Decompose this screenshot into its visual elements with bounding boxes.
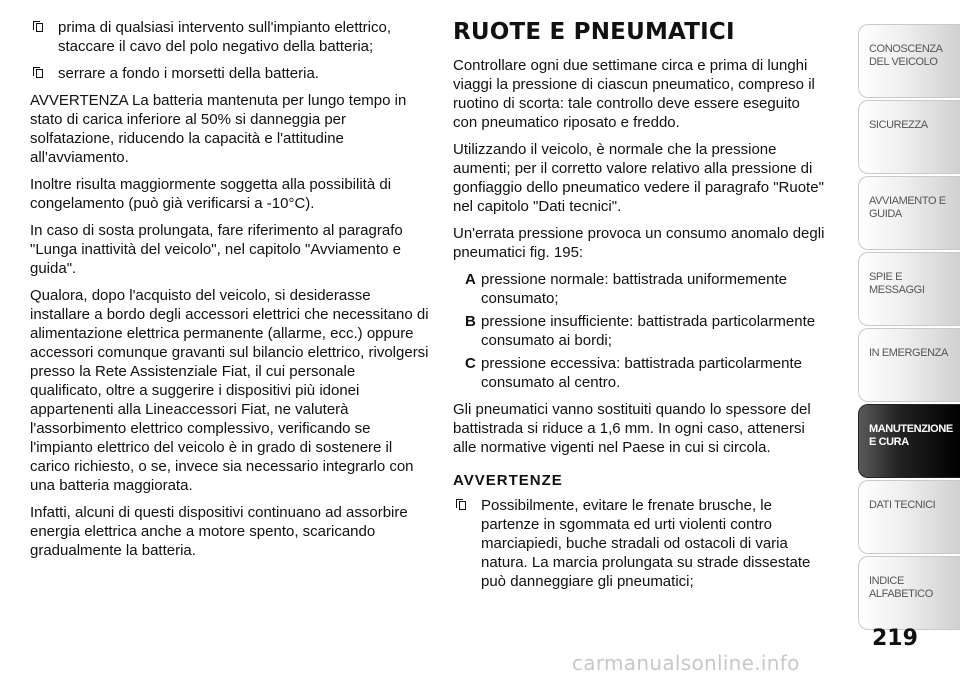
left-column — [30, 18, 430, 568]
checkbox-bullet-icon — [36, 23, 43, 32]
paragraph: Gli pneumatici vanno sostituiti quando lo spessore del battistrada si riduce a 1,6 mm. In ogni caso, attenersi alle normative vigenti nel Paese in cui si circola. — [453, 401, 811, 456]
lettered-item: B pressione insufficiente: battistrada particolarmente consumato ai bordi; — [465, 313, 816, 349]
paragraph: In caso di sosta prolungata, fare riferimento al paragrafo "Lunga inattività del veicolo", nel capitolo "Avviamento e guida". — [30, 222, 403, 277]
chapter-tabs — [858, 24, 960, 632]
tab-sicurezza[interactable]: SICUREZZA — [858, 100, 960, 174]
checkbox-bullet-icon — [459, 501, 466, 510]
tab-dati-tecnici[interactable]: DATI TECNICI — [858, 480, 960, 554]
paragraph: Utilizzando il veicolo, è normale che la pressione aumenti; per il corretto valore relativo alla pressione di gonfiaggio dello pneumatico vedere il paragrafo "Ruote" nel capitolo "Dati tecnici". — [453, 141, 824, 215]
paragraph: Controllare ogni due settimane circa e prima di lunghi viaggi la pressione di ciascun pneumatico, compreso il ruotino di scorta: tale controllo deve essere eseguito con pneumatico riposato e freddo. — [453, 57, 815, 131]
tab-in-emergenza[interactable]: IN EMERGENZA — [858, 328, 960, 402]
tab-spie-e-messaggi[interactable]: SPIE E MESSAGGI — [858, 252, 960, 326]
watermark: carmanualsonline.info — [572, 651, 800, 675]
bullet-item: prima di qualsiasi intervento sull'impianto elettrico, staccare il cavo del polo negativo della batteria; — [30, 18, 430, 56]
warning-title: AVVERTENZE — [453, 472, 563, 489]
lettered-item: C pressione eccessiva: battistrada particolarmente consumato al centro. — [465, 355, 802, 391]
page-number: 219 — [872, 626, 918, 651]
lettered-item: A pressione normale: battistrada uniformemente consumato; — [465, 271, 787, 307]
mid-column — [453, 18, 828, 599]
checkbox-bullet-icon — [36, 69, 43, 78]
bullet-item: Possibilmente, evitare le frenate brusche, le partenze in sgommata ed urti violenti contro marciapiedi, buche stradali od ostacoli di varia natura. La marcia prolungata su strade dissestate può danneggiare gli pneumatici; — [453, 496, 828, 591]
section-title: RUOTE E PNEUMATICI — [453, 19, 735, 45]
paragraph: Qualora, dopo l'acquisto del veicolo, si desiderasse installare a bordo degli accessori elettrici che necessitano di alimentazione elettrica permanente (allarme, ecc.) oppure accessori comunque gravanti sul bilancio elettrico, rivolgersi presso la Rete Assistenziale Fiat, il cui personale qualificato, oltre a suggerire i dispositivi più idonei appartenenti alla Lineaccessori Fiat, ne valuterà l'assorbimento elettrico complessivo, verificando se l'impianto elettrico del veicolo è in grado di sostenere il carico richiesto, o se, invece sia necessario integrarlo con una batteria maggiorata. — [30, 287, 429, 494]
tab-avviamento-e-guida[interactable]: AVVIAMENTO E GUIDA — [858, 176, 960, 250]
paragraph: AVVERTENZA La batteria mantenuta per lungo tempo in stato di carica inferiore al 50% si danneggia per solfatazione, riducendo la capacità e l'attitudine all'avviamento. — [30, 92, 407, 166]
tab-conoscenza-del-veicolo[interactable]: CONOSCENZA DEL VEICOLO — [858, 24, 960, 98]
tab-indice-alfabetico[interactable]: INDICE ALFABETICO — [858, 556, 960, 630]
bullet-item: serrare a fondo i morsetti della batteria. — [30, 64, 430, 83]
paragraph: Infatti, alcuni di questi dispositivi continuano ad assorbire energia elettrica anche a motore spento, scaricando gradualmente la batteria. — [30, 504, 408, 559]
paragraph: Inoltre risulta maggiormente soggetta alla possibilità di congelamento (può già verificarsi a -10°C). — [30, 176, 392, 212]
tab-manutenzione-e-cura[interactable]: MANUTENZIONE E CURA — [858, 404, 960, 478]
paragraph: Un'errata pressione provoca un consumo anomalo degli pneumatici fig. 195: — [453, 225, 825, 261]
